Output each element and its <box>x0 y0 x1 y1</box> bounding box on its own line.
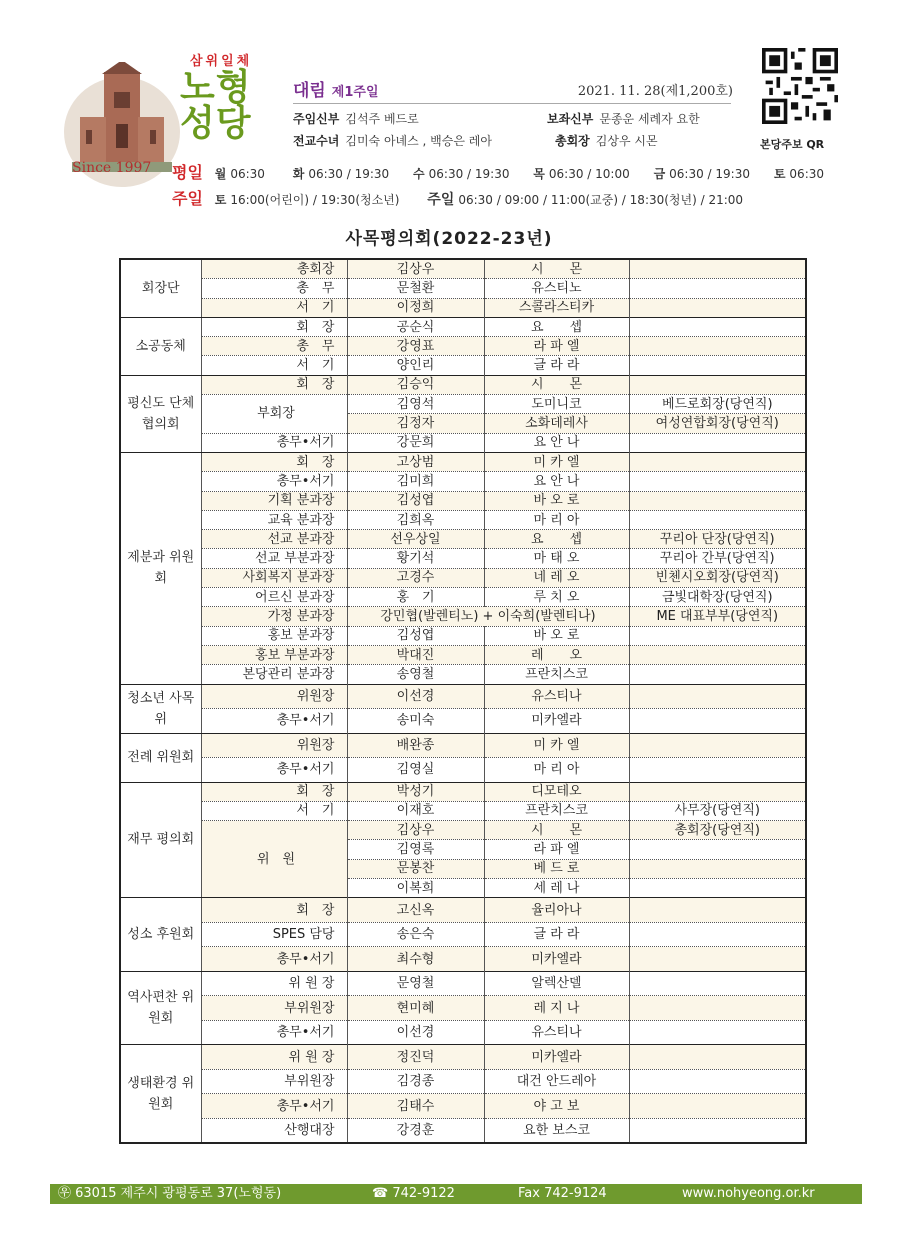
role-cell: 위원장 <box>201 684 347 709</box>
baptismal-name-cell: 시 몬 <box>484 375 629 394</box>
pastor-line: 주임신부 김석주 베드로 <box>293 112 419 126</box>
footer-fax: Fax 742-9124 <box>518 1186 607 1201</box>
brand-line1: 노형 <box>180 67 252 108</box>
season-week: 제1주일 <box>331 85 379 100</box>
member-name-cell: 문철환 <box>347 279 484 298</box>
table-row <box>120 1094 806 1119</box>
role-cell: 서 기 <box>201 801 347 820</box>
table-row <box>120 971 806 996</box>
member-name-cell: 이복희 <box>347 879 484 898</box>
member-name-cell: 김상우 <box>347 821 484 840</box>
member-name-cell: 김영실 <box>347 758 484 783</box>
member-name-cell: 최수형 <box>347 947 484 972</box>
role-cell: 부위원장 <box>201 996 347 1021</box>
group-name: 재무 평의회 <box>120 782 201 898</box>
member-name-cell: 김경종 <box>347 1069 484 1094</box>
member-name-cell: 송미숙 <box>347 709 484 734</box>
member-name-cell: 배완종 <box>347 733 484 758</box>
member-name-cell: 이재호 <box>347 801 484 820</box>
note-cell <box>629 840 806 859</box>
footer-phone: ☎ 742-9122 <box>372 1186 455 1201</box>
role-cell: 기획 분과장 <box>201 491 347 510</box>
member-name-cell: 김영석 <box>347 395 484 414</box>
role-cell: 총회장 <box>201 259 347 279</box>
role-cell: 본당관리 분과장 <box>201 665 347 684</box>
note-cell <box>629 452 806 471</box>
table-row <box>120 665 806 684</box>
member-name-cell: 정진덕 <box>347 1045 484 1070</box>
note-cell <box>629 472 806 491</box>
baptismal-name-cell: 루 치 오 <box>484 588 629 607</box>
baptismal-name-cell: 야 고 보 <box>484 1094 629 1119</box>
role-cell: 가정 분과장 <box>201 607 347 626</box>
role-cell: 위 원 <box>201 821 347 898</box>
member-name-cell: 고상범 <box>347 452 484 471</box>
table-row <box>120 259 806 279</box>
member-name-cell: 문봉찬 <box>347 859 484 878</box>
role-cell: 선교 분과장 <box>201 530 347 549</box>
note-cell: 꾸리아 단장(당연직) <box>629 530 806 549</box>
role-cell: 총무•서기 <box>201 433 347 452</box>
baptismal-name-cell: 소화데레사 <box>484 414 629 433</box>
baptismal-name-cell: 마 태 오 <box>484 549 629 568</box>
role-cell: 회 장 <box>201 782 347 801</box>
footer-website[interactable]: www.nohyeong.or.kr <box>682 1186 815 1201</box>
baptismal-name-cell: 디모테오 <box>484 782 629 801</box>
table-row <box>120 472 806 491</box>
divider <box>293 103 731 104</box>
role-cell: 부회장 <box>201 395 347 434</box>
note-cell: 사무장(당연직) <box>629 801 806 820</box>
member-name-cell: 김태수 <box>347 1094 484 1119</box>
table-row <box>120 356 806 375</box>
member-name-cell: 강문희 <box>347 433 484 452</box>
table-row <box>120 821 806 840</box>
baptismal-name-cell: 글 라 라 <box>484 356 629 375</box>
member-name-cell: 박대진 <box>347 645 484 664</box>
note-cell: 꾸리아 간부(당연직) <box>629 549 806 568</box>
note-cell: 여성연합회장(당연직) <box>629 414 806 433</box>
baptismal-name-cell: 율리아나 <box>484 898 629 923</box>
table-row <box>120 1069 806 1094</box>
table-row <box>120 337 806 356</box>
table-row <box>120 1020 806 1045</box>
brand-line2: 성당 <box>180 103 252 144</box>
member-name-cell: 김영록 <box>347 840 484 859</box>
table-row <box>120 947 806 972</box>
president-line: 총회장 김상우 시몬 <box>555 134 658 148</box>
role-cell: 선교 부분과장 <box>201 549 347 568</box>
member-name-cell: 이선경 <box>347 684 484 709</box>
baptismal-name-cell: 요 안 나 <box>484 433 629 452</box>
member-name-cell: 고신옥 <box>347 898 484 923</box>
baptismal-name-cell: 미카엘라 <box>484 709 629 734</box>
baptismal-name-cell: 라 파 엘 <box>484 337 629 356</box>
table-row <box>120 922 806 947</box>
table-row <box>120 375 806 394</box>
baptismal-name-cell: 레 지 나 <box>484 996 629 1021</box>
member-name-cell: 이정희 <box>347 298 484 317</box>
note-cell <box>629 1020 806 1045</box>
role-cell: 산행대장 <box>201 1118 347 1143</box>
table-row <box>120 645 806 664</box>
baptismal-name-cell: 유스티노 <box>484 279 629 298</box>
table-row <box>120 996 806 1021</box>
since-year: Since 1997 <box>72 160 152 176</box>
table-row <box>120 510 806 529</box>
baptismal-name-cell: 바 오 로 <box>484 491 629 510</box>
table-row <box>120 782 806 801</box>
baptismal-name-cell: 라 파 엘 <box>484 840 629 859</box>
role-cell: 서 기 <box>201 298 347 317</box>
table-row <box>120 530 806 549</box>
member-name-cell: 문영철 <box>347 971 484 996</box>
council-table-body <box>120 259 806 1143</box>
member-name-cell: 김희옥 <box>347 510 484 529</box>
baptismal-name-cell: 알렉산델 <box>484 971 629 996</box>
note-cell <box>629 1069 806 1094</box>
note-cell: 총회장(당연직) <box>629 821 806 840</box>
issue-date: 2021. 11. 28(제1,200호) <box>577 84 733 99</box>
member-name-cell: 강영표 <box>347 337 484 356</box>
member-name-cell: 송은숙 <box>347 922 484 947</box>
member-name-cell: 이선경 <box>347 1020 484 1045</box>
member-name-cell: 김승익 <box>347 375 484 394</box>
president-name: 김상우 시몬 <box>595 134 658 148</box>
season-name: 대림 <box>293 81 326 101</box>
group-name: 회장단 <box>120 259 201 317</box>
member-name-cell: 황기석 <box>347 549 484 568</box>
note-cell <box>629 375 806 394</box>
note-cell: 금빛대학장(당연직) <box>629 588 806 607</box>
baptismal-name-cell: 요 셉 <box>484 530 629 549</box>
table-row <box>120 684 806 709</box>
baptismal-name-cell: 프란치스코 <box>484 665 629 684</box>
note-cell <box>629 1094 806 1119</box>
note-cell <box>629 709 806 734</box>
baptismal-name-cell: 베 드 로 <box>484 859 629 878</box>
member-name-cell: 강경훈 <box>347 1118 484 1143</box>
role-cell: 교육 분과장 <box>201 510 347 529</box>
role-cell: 총무•서기 <box>201 758 347 783</box>
baptismal-name-cell: 미카엘라 <box>484 1045 629 1070</box>
sunday-label: 주일 <box>172 189 203 208</box>
note-cell <box>629 433 806 452</box>
footer-bar <box>50 1184 862 1204</box>
season-label <box>293 76 379 101</box>
role-cell: 총 무 <box>201 337 347 356</box>
role-cell: 총 무 <box>201 279 347 298</box>
group-name: 소공동체 <box>120 317 201 375</box>
baptismal-name-cell: 세 레 나 <box>484 879 629 898</box>
role-cell: 총무•서기 <box>201 1020 347 1045</box>
note-cell <box>629 491 806 510</box>
baptismal-name-cell: 도미니코 <box>484 395 629 414</box>
role-cell: 위 원 장 <box>201 971 347 996</box>
role-cell: 총무•서기 <box>201 947 347 972</box>
table-row <box>120 709 806 734</box>
bulletin-header <box>50 40 862 215</box>
sister-line: 전교수녀 김미숙 아녜스 , 백승은 레아 <box>293 134 492 148</box>
role-cell: 총무•서기 <box>201 709 347 734</box>
member-name-cell: 김상우 <box>347 259 484 279</box>
sister-names: 김미숙 아녜스 , 백승은 레아 <box>345 134 492 148</box>
baptismal-name-cell: 요한 보스코 <box>484 1118 629 1143</box>
note-cell <box>629 879 806 898</box>
role-cell: 어르신 분과장 <box>201 588 347 607</box>
baptismal-name-cell: 미카엘라 <box>484 947 629 972</box>
table-row <box>120 626 806 645</box>
role-cell: 총무•서기 <box>201 1094 347 1119</box>
table-row <box>120 395 806 414</box>
table-row <box>120 898 806 923</box>
note-cell <box>629 645 806 664</box>
qr-code-icon[interactable] <box>762 48 838 124</box>
member-name-cell: 김미희 <box>347 472 484 491</box>
member-name-cell: 선우상일 <box>347 530 484 549</box>
role-cell: 사회복지 분과장 <box>201 568 347 587</box>
baptismal-name-cell: 미 카 엘 <box>484 452 629 471</box>
note-cell: 빈첸시오회장(당연직) <box>629 568 806 587</box>
role-cell: 서 기 <box>201 356 347 375</box>
member-name-cell: 송영철 <box>347 665 484 684</box>
group-name: 생태환경 위원회 <box>120 1045 201 1144</box>
table-row <box>120 491 806 510</box>
baptismal-name-cell: 프란치스코 <box>484 801 629 820</box>
baptismal-name-cell: 시 몬 <box>484 259 629 279</box>
table-row <box>120 733 806 758</box>
baptismal-name-cell: 네 레 오 <box>484 568 629 587</box>
role-cell: 홍보 부분과장 <box>201 645 347 664</box>
note-cell <box>629 758 806 783</box>
role-cell: SPES 담당 <box>201 922 347 947</box>
member-name-cell: 김성엽 <box>347 491 484 510</box>
note-cell <box>629 782 806 801</box>
table-row <box>120 549 806 568</box>
note-cell <box>629 1118 806 1143</box>
baptismal-name-cell: 유스티나 <box>484 1020 629 1045</box>
table-row <box>120 1045 806 1070</box>
role-cell: 위 원 장 <box>201 1045 347 1070</box>
member-name-cell: 고경수 <box>347 568 484 587</box>
pastor-name: 김석주 베드로 <box>345 112 419 126</box>
council-table <box>119 258 807 1144</box>
baptismal-name-cell: 스콜라스티카 <box>484 298 629 317</box>
note-cell <box>629 317 806 336</box>
sub-brand: 삼위일체 <box>190 54 253 69</box>
note-cell <box>629 971 806 996</box>
baptismal-name-cell: 마 리 아 <box>484 758 629 783</box>
group-name: 역사편찬 위원회 <box>120 971 201 1045</box>
assistant-line: 보좌신부 문종운 세례자 요한 <box>547 112 700 126</box>
table-row <box>120 588 806 607</box>
member-name-cell: 현미혜 <box>347 996 484 1021</box>
role-cell: 회 장 <box>201 452 347 471</box>
role-cell: 홍보 분과장 <box>201 626 347 645</box>
baptismal-name-cell: 레 오 <box>484 645 629 664</box>
table-row <box>120 1118 806 1143</box>
note-cell <box>629 356 806 375</box>
note-cell <box>629 510 806 529</box>
note-cell <box>629 996 806 1021</box>
table-row <box>120 433 806 452</box>
note-cell <box>629 337 806 356</box>
group-name: 청소년 사목위 <box>120 684 201 733</box>
member-name-cell: 김성엽 <box>347 626 484 645</box>
baptismal-name-cell: 미 카 엘 <box>484 733 629 758</box>
member-name-cell: 양인리 <box>347 356 484 375</box>
weekday-mass-schedule: 평일 월 06:30 화 06:30 / 19:30 수 06:30 / 19:30 목 06:30 / 10:00 금 06:30 / 19:30 토 06:30 <box>172 163 825 182</box>
note-cell <box>629 665 806 684</box>
sunday-mass-schedule: 주일 토 16:00(어린이) / 19:30(청소년) 주일 06:30 / 09:00 / 11:00(교중) / 18:30(청년) / 21:00 <box>172 189 744 208</box>
table-row <box>120 298 806 317</box>
note-cell <box>629 898 806 923</box>
table-row <box>120 279 806 298</box>
baptismal-name-cell: 마 리 아 <box>484 510 629 529</box>
baptismal-name-cell: 대건 안드레아 <box>484 1069 629 1094</box>
member-name-cell: 공순식 <box>347 317 484 336</box>
group-name: 제분과 위원회 <box>120 452 201 684</box>
baptismal-name-cell: 시 몬 <box>484 821 629 840</box>
page-title: 사목평의회(2022-23년) <box>345 229 553 249</box>
role-cell: 회 장 <box>201 317 347 336</box>
table-row <box>120 452 806 471</box>
note-cell: ME 대표부부(당연직) <box>629 607 806 626</box>
baptismal-name-cell: 글 라 라 <box>484 922 629 947</box>
baptismal-name-cell: 요 안 나 <box>484 472 629 491</box>
note-cell <box>629 259 806 279</box>
role-cell: 회 장 <box>201 375 347 394</box>
role-cell: 위원장 <box>201 733 347 758</box>
note-cell <box>629 859 806 878</box>
baptismal-name-cell: 요 셉 <box>484 317 629 336</box>
note-cell <box>629 947 806 972</box>
note-cell <box>629 922 806 947</box>
member-name-cell: 김정자 <box>347 414 484 433</box>
couple-cell: 강민협(발렌티노) + 이숙희(발렌티나) <box>347 607 629 626</box>
group-name: 전례 위원회 <box>120 733 201 782</box>
role-cell: 총무•서기 <box>201 472 347 491</box>
note-cell <box>629 279 806 298</box>
table-row <box>120 568 806 587</box>
table-row <box>120 317 806 336</box>
member-name-cell: 홍 기 <box>347 588 484 607</box>
brand-title <box>180 67 270 144</box>
table-row <box>120 801 806 820</box>
group-name: 평신도 단체 협의회 <box>120 375 201 452</box>
note-cell <box>629 626 806 645</box>
footer-address: ㉾ 63015 제주시 광평동로 37(노형동) <box>58 1186 282 1201</box>
role-cell: 부위원장 <box>201 1069 347 1094</box>
baptismal-name-cell: 바 오 로 <box>484 626 629 645</box>
note-cell: 베드로회장(당연직) <box>629 395 806 414</box>
table-row <box>120 607 806 626</box>
baptismal-name-cell: 유스티나 <box>484 684 629 709</box>
group-name: 성소 후원회 <box>120 898 201 972</box>
weekday-label: 평일 <box>172 163 203 182</box>
role-cell: 회 장 <box>201 898 347 923</box>
assistant-name: 문종운 세례자 요한 <box>599 112 700 126</box>
note-cell <box>629 684 806 709</box>
table-row <box>120 758 806 783</box>
note-cell <box>629 1045 806 1070</box>
qr-label: 본당주보 QR <box>760 138 825 151</box>
note-cell <box>629 298 806 317</box>
member-name-cell: 박성기 <box>347 782 484 801</box>
note-cell <box>629 733 806 758</box>
